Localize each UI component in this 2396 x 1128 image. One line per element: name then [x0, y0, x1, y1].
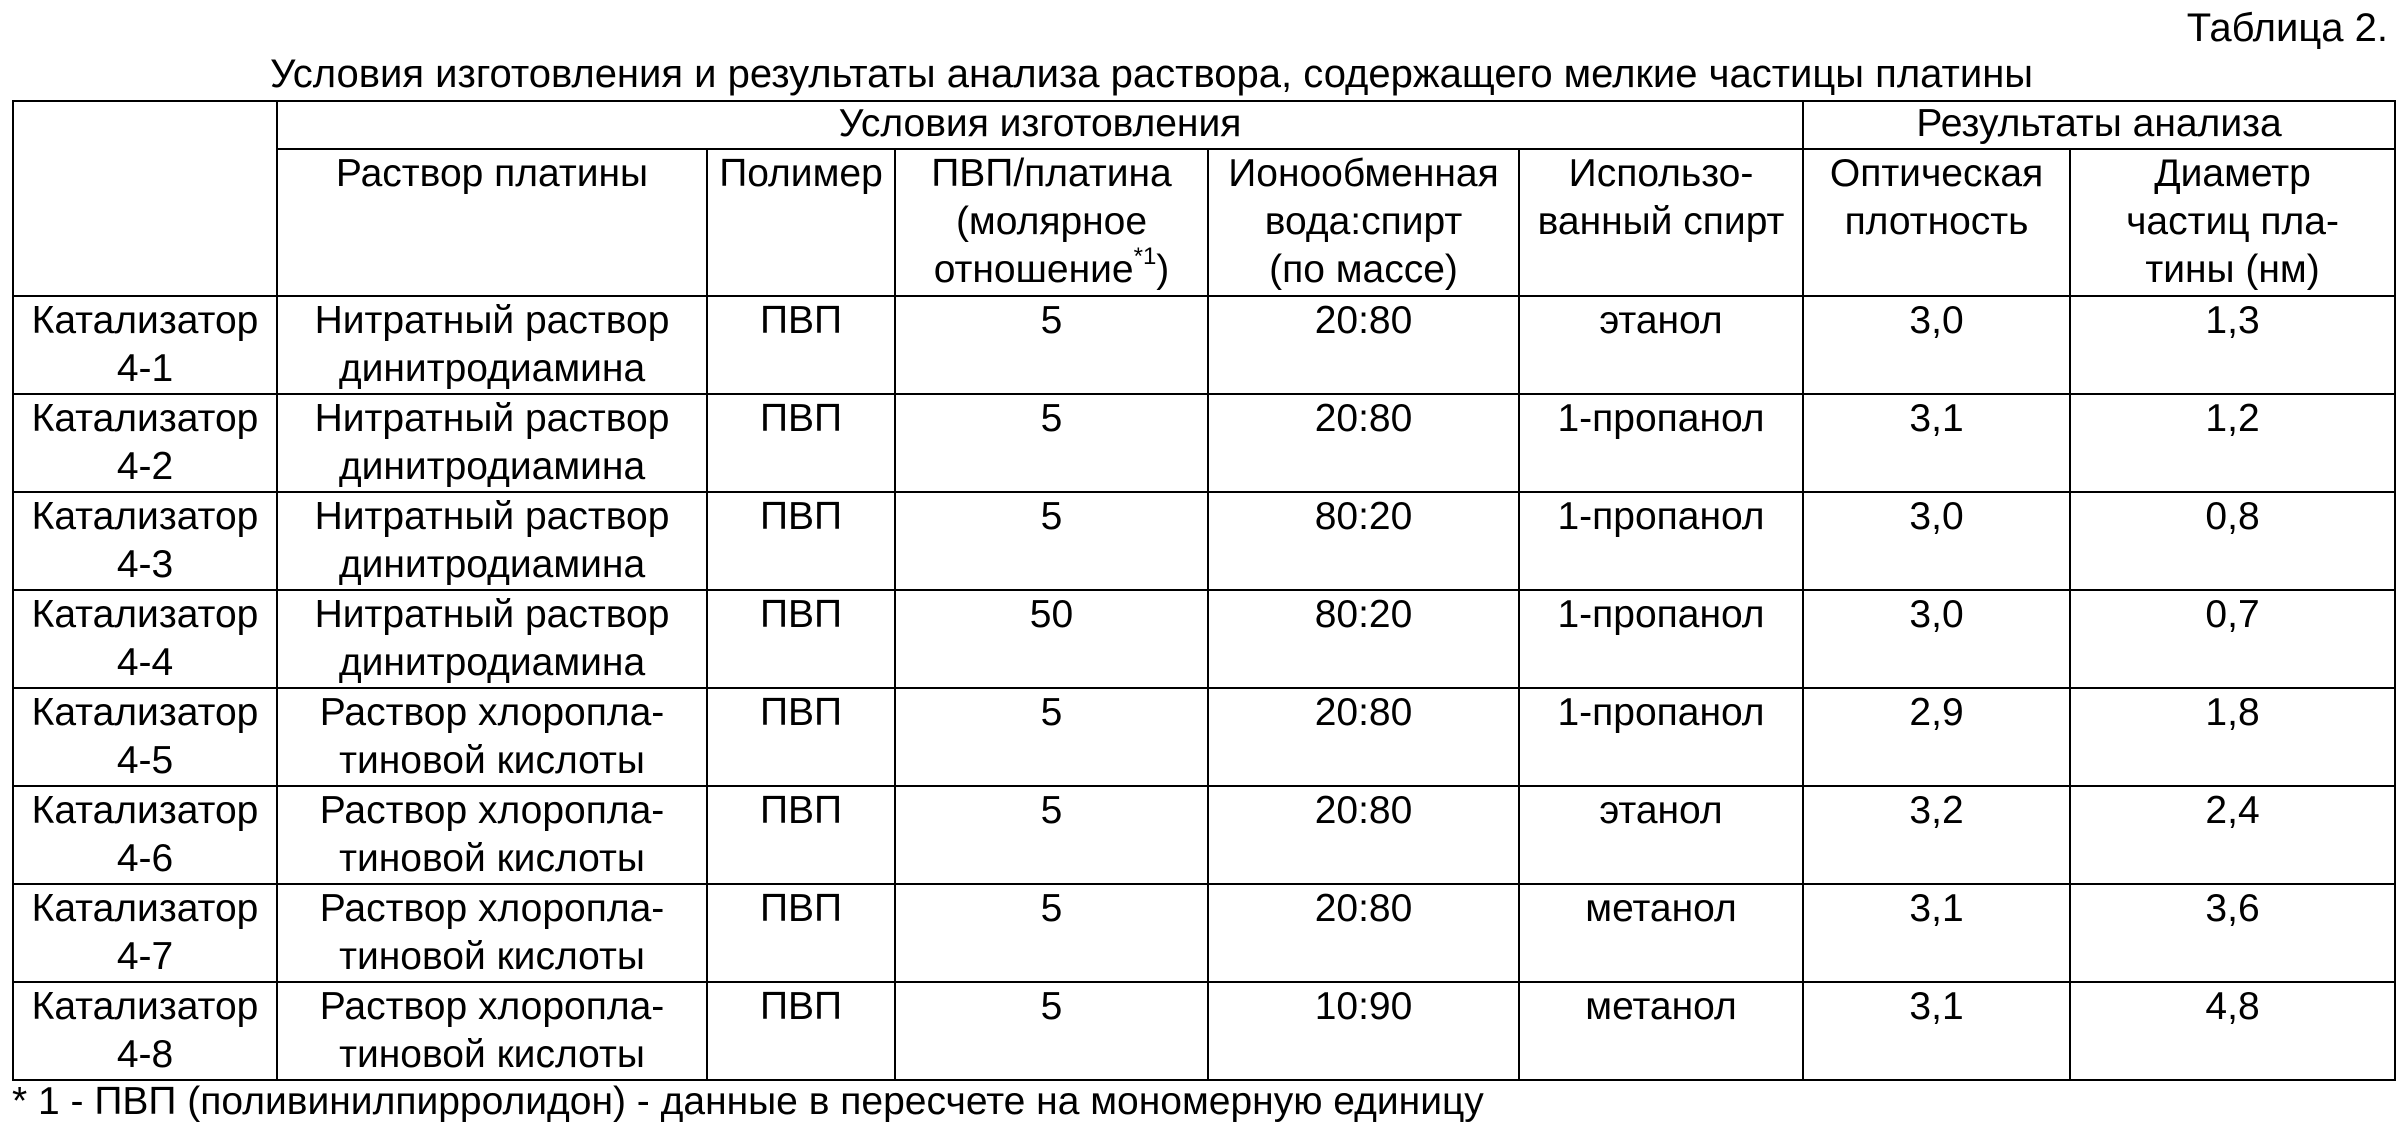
table-row — [13, 982, 2395, 1080]
cell-text: ПВП — [759, 691, 843, 734]
alcohol-cell — [1519, 982, 1803, 1080]
optical-density-cell — [1803, 492, 2070, 590]
cell-text: Нитратный раствор — [314, 593, 670, 636]
cell-text: 1-пропанол — [1557, 691, 1765, 734]
footnote: * 1 - ПВП (поливинилпирролидон) - данные в пересчете на мономерную единицу — [12, 1080, 1484, 1123]
catalyst-cell — [13, 688, 277, 786]
cell-text: 5 — [1040, 887, 1063, 930]
solution-cell — [277, 786, 707, 884]
table-row — [13, 394, 2395, 492]
optical-density-cell — [1803, 296, 2070, 394]
cell-text: ПВП — [759, 789, 843, 832]
table-row — [13, 296, 2395, 394]
polymer-cell — [707, 982, 895, 1080]
cell-text: Раствор хлоропла- — [319, 985, 665, 1028]
water-alcohol-cell — [1208, 982, 1519, 1080]
water-alcohol-cell — [1208, 394, 1519, 492]
column-header-solution — [277, 149, 707, 296]
cell-text: 50 — [1029, 593, 1074, 636]
optical-density-cell — [1803, 688, 2070, 786]
header-line: (по массе) — [1269, 248, 1458, 291]
solution-cell — [277, 688, 707, 786]
cell-text: ПВП — [759, 397, 843, 440]
cell-text: 1,3 — [2205, 299, 2260, 342]
cell-text: Катализатор — [31, 397, 259, 440]
header-line: частиц пла- — [2126, 200, 2339, 243]
cell-text: 3,6 — [2205, 887, 2260, 930]
cell-text: 4-6 — [116, 837, 174, 880]
cell-text: Нитратный раствор — [314, 299, 670, 342]
cell-text: тиновой кислоты — [339, 837, 645, 880]
ratio-cell — [895, 296, 1208, 394]
diameter-cell — [2070, 688, 2395, 786]
cell-text: этанол — [1599, 789, 1723, 832]
diameter-cell — [2070, 296, 2395, 394]
optical-density-cell — [1803, 590, 2070, 688]
cell-text: тиновой кислоты — [339, 739, 645, 782]
table-row — [13, 492, 2395, 590]
header-line: ванный спирт — [1537, 200, 1785, 243]
cell-text: Раствор хлоропла- — [319, 691, 665, 734]
cell-text: Катализатор — [31, 495, 259, 538]
polymer-cell — [707, 296, 895, 394]
cell-text: 3,1 — [1909, 887, 1964, 930]
header-line-with-footnote — [898, 243, 1205, 294]
ratio-cell — [895, 688, 1208, 786]
cell-text: тиновой кислоты — [339, 1033, 645, 1076]
diameter-cell — [2070, 492, 2395, 590]
diameter-cell — [2070, 982, 2395, 1080]
water-alcohol-cell — [1208, 884, 1519, 982]
alcohol-cell — [1519, 786, 1803, 884]
cell-text: 1-пропанол — [1557, 495, 1765, 538]
table-row — [13, 884, 2395, 982]
header-line: вода:спирт — [1264, 200, 1463, 243]
cell-text: 1-пропанол — [1557, 397, 1765, 440]
cell-text: 20:80 — [1314, 691, 1413, 734]
cell-text: 80:20 — [1314, 593, 1413, 636]
header-line: Оптическая — [1829, 152, 2044, 195]
cell-text: 5 — [1040, 495, 1063, 538]
cell-text: 3,0 — [1909, 495, 1964, 538]
water-alcohol-cell — [1208, 296, 1519, 394]
diameter-cell — [2070, 590, 2395, 688]
cell-text: 4-8 — [116, 1033, 174, 1076]
header-line: Раствор платины — [335, 152, 649, 195]
cell-text: 2,9 — [1909, 691, 1964, 734]
water-alcohol-cell — [1208, 492, 1519, 590]
header-line: плотность — [1844, 200, 2029, 243]
water-alcohol-cell — [1208, 590, 1519, 688]
group-header-row — [13, 101, 2395, 149]
cell-text: ПВП — [759, 985, 843, 1028]
column-header-diameter — [2070, 149, 2395, 296]
cell-text: 20:80 — [1314, 887, 1413, 930]
polymer-cell — [707, 492, 895, 590]
header-line: тины (нм) — [2145, 248, 2320, 291]
table-number: Таблица 2. — [2186, 6, 2388, 50]
cell-text: динитродиамина — [338, 641, 646, 684]
group-header-conditions: Условия изготовления — [277, 101, 1803, 149]
column-header-ratio — [895, 149, 1208, 296]
solution-cell — [277, 590, 707, 688]
cell-text: 10:90 — [1314, 985, 1413, 1028]
catalyst-cell — [13, 394, 277, 492]
cell-text: Катализатор — [31, 593, 259, 636]
cell-text: 80:20 — [1314, 495, 1413, 538]
cell-text: 4-1 — [116, 347, 174, 390]
corner-cell — [13, 101, 277, 296]
ratio-cell — [895, 492, 1208, 590]
ratio-cell — [895, 982, 1208, 1080]
column-header-polymer — [707, 149, 895, 296]
solution-cell — [277, 884, 707, 982]
alcohol-cell — [1519, 296, 1803, 394]
cell-text: ПВП — [759, 299, 843, 342]
ratio-cell — [895, 394, 1208, 492]
group-header-results: Результаты анализа — [1803, 101, 2395, 149]
polymer-cell — [707, 394, 895, 492]
solution-cell — [277, 982, 707, 1080]
alcohol-cell — [1519, 884, 1803, 982]
ratio-cell — [895, 884, 1208, 982]
cell-text: 3,2 — [1909, 789, 1964, 832]
cell-text: 20:80 — [1314, 789, 1413, 832]
cell-text: 5 — [1040, 985, 1063, 1028]
cell-text: Катализатор — [31, 691, 259, 734]
cell-text: Раствор хлоропла- — [319, 789, 665, 832]
cell-text: 5 — [1040, 299, 1063, 342]
cell-text: 4-4 — [116, 641, 174, 684]
cell-text: 4-7 — [116, 935, 174, 978]
cell-text: метанол — [1585, 887, 1737, 930]
cell-text: динитродиамина — [338, 543, 646, 586]
polymer-cell — [707, 786, 895, 884]
solution-cell — [277, 394, 707, 492]
catalyst-cell — [13, 982, 277, 1080]
water-alcohol-cell — [1208, 688, 1519, 786]
table-row — [13, 786, 2395, 884]
table-row — [13, 688, 2395, 786]
table-title: Условия изготовления и результаты анализа раствора, содержащего мелкие частицы платины — [270, 52, 2034, 96]
polymer-cell — [707, 590, 895, 688]
cell-text: 20:80 — [1314, 397, 1413, 440]
cell-text: Катализатор — [31, 985, 259, 1028]
cell-text: 5 — [1040, 397, 1063, 440]
alcohol-cell — [1519, 492, 1803, 590]
column-header-row — [13, 149, 2395, 296]
solution-cell — [277, 492, 707, 590]
header-text: ) — [1156, 248, 1170, 291]
cell-text: 4-2 — [116, 445, 174, 488]
optical-density-cell — [1803, 982, 2070, 1080]
cell-text: Раствор хлоропла- — [319, 887, 665, 930]
cell-text: Нитратный раствор — [314, 397, 670, 440]
ratio-cell — [895, 786, 1208, 884]
catalyst-cell — [13, 296, 277, 394]
catalyst-cell — [13, 884, 277, 982]
cell-text: тиновой кислоты — [339, 935, 645, 978]
optical-density-cell — [1803, 884, 2070, 982]
cell-text: Нитратный раствор — [314, 495, 670, 538]
water-alcohol-cell — [1208, 786, 1519, 884]
catalyst-cell — [13, 786, 277, 884]
diameter-cell — [2070, 394, 2395, 492]
cell-text: 5 — [1040, 789, 1063, 832]
optical-density-cell — [1803, 786, 2070, 884]
cell-text: Катализатор — [31, 299, 259, 342]
cell-text: 20:80 — [1314, 299, 1413, 342]
header-line: Использо- — [1568, 152, 1754, 195]
ratio-cell — [895, 590, 1208, 688]
cell-text: 1-пропанол — [1557, 593, 1765, 636]
cell-text: 1,8 — [2205, 691, 2260, 734]
header-line: Ионообменная — [1228, 152, 1499, 195]
cell-text: ПВП — [759, 887, 843, 930]
cell-text: ПВП — [759, 495, 843, 538]
cell-text: 4-3 — [116, 543, 174, 586]
cell-text: Катализатор — [31, 887, 259, 930]
catalyst-cell — [13, 492, 277, 590]
cell-text: 4-5 — [116, 739, 174, 782]
cell-text: 3,1 — [1909, 985, 1964, 1028]
diameter-cell — [2070, 884, 2395, 982]
header-line: Диаметр — [2154, 152, 2311, 195]
cell-text: динитродиамина — [338, 347, 646, 390]
cell-text: 5 — [1040, 691, 1063, 734]
polymer-cell — [707, 688, 895, 786]
cell-text: 4,8 — [2205, 985, 2260, 1028]
cell-text: 2,4 — [2205, 789, 2260, 832]
header-text: отношение — [933, 248, 1134, 291]
alcohol-cell — [1519, 590, 1803, 688]
table-row — [13, 590, 2395, 688]
column-header-optical-density — [1803, 149, 2070, 296]
header-line: (молярное — [955, 200, 1148, 243]
cell-text: динитродиамина — [338, 445, 646, 488]
cell-text: 3,0 — [1909, 593, 1964, 636]
results-table — [12, 100, 2396, 1081]
polymer-cell — [707, 884, 895, 982]
cell-text: этанол — [1599, 299, 1723, 342]
cell-text: 0,8 — [2205, 495, 2260, 538]
alcohol-cell — [1519, 688, 1803, 786]
header-line: ПВП/платина — [931, 152, 1172, 195]
cell-text: ПВП — [759, 593, 843, 636]
diameter-cell — [2070, 786, 2395, 884]
catalyst-cell — [13, 590, 277, 688]
alcohol-cell — [1519, 394, 1803, 492]
cell-text: 1,2 — [2205, 397, 2260, 440]
cell-text: 3,1 — [1909, 397, 1964, 440]
cell-text: Катализатор — [31, 789, 259, 832]
footnote-marker: *1 — [1133, 243, 1157, 270]
cell-text: метанол — [1585, 985, 1737, 1028]
cell-text: 0,7 — [2205, 593, 2260, 636]
header-line: Полимер — [719, 152, 883, 195]
cell-text: 3,0 — [1909, 299, 1964, 342]
optical-density-cell — [1803, 394, 2070, 492]
column-header-water-alcohol — [1208, 149, 1519, 296]
column-header-alcohol — [1519, 149, 1803, 296]
solution-cell — [277, 296, 707, 394]
